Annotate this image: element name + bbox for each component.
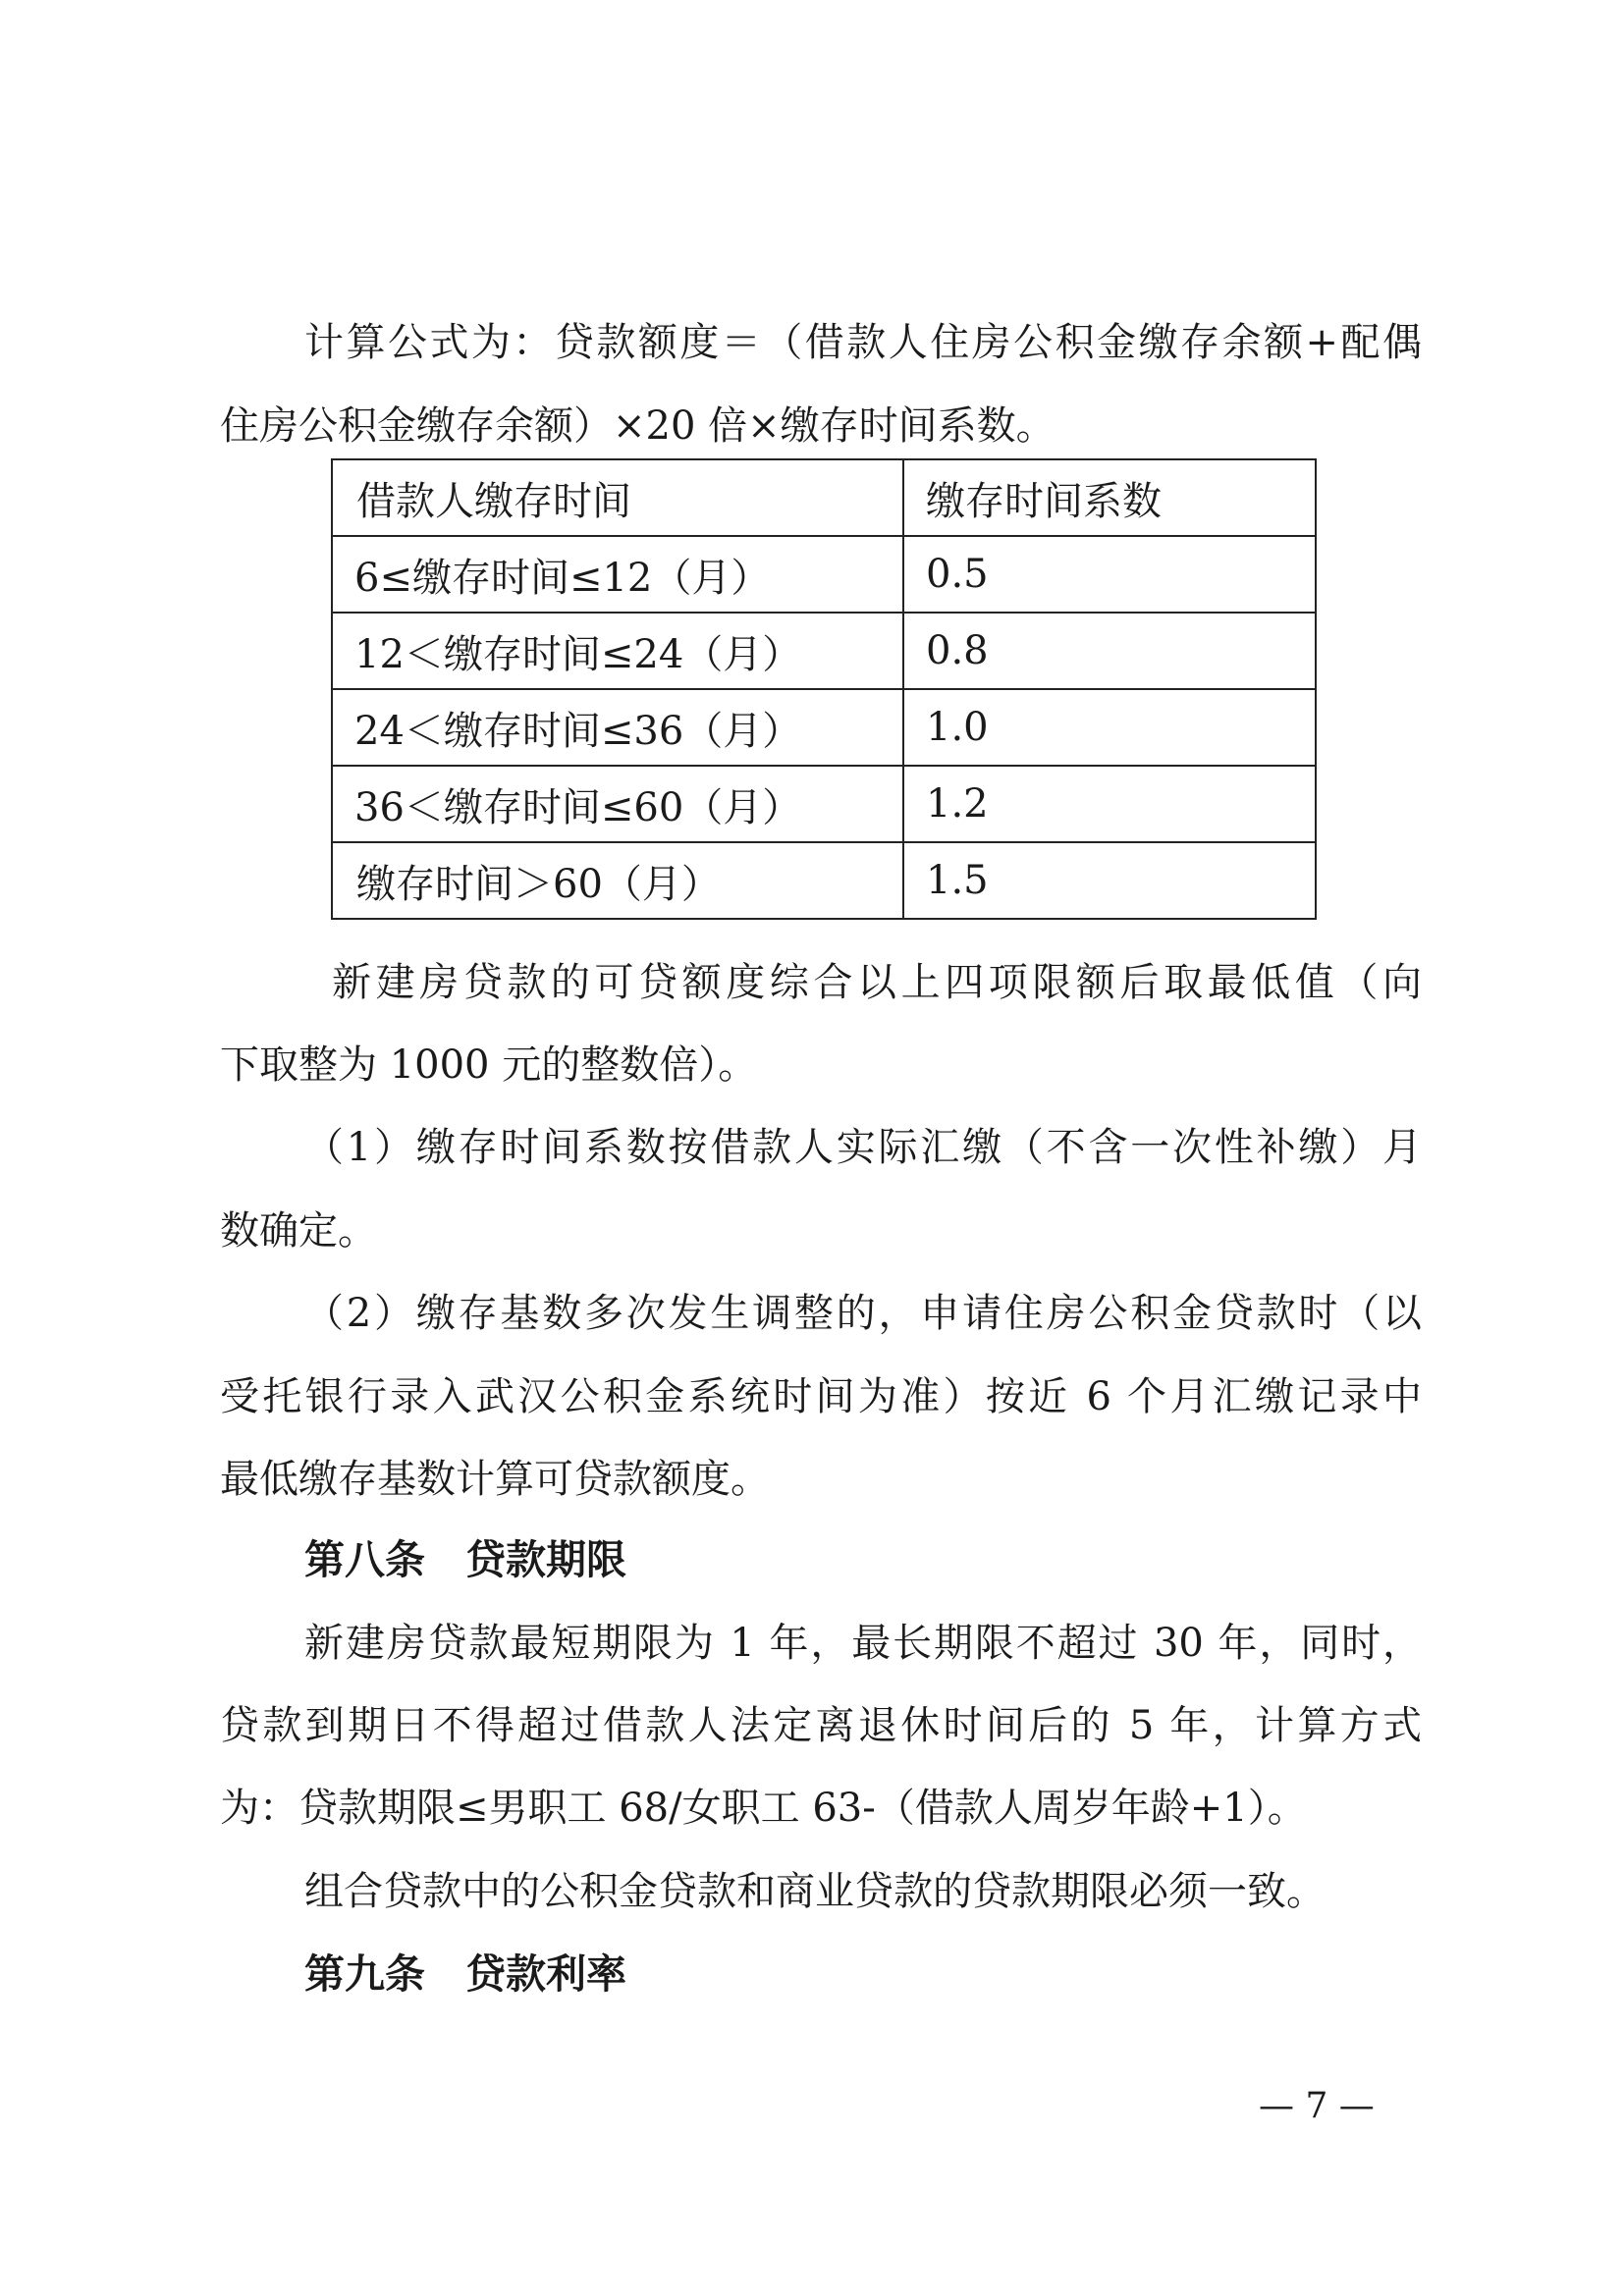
table-row [332,613,1316,689]
article-8-line-2: 贷款到期日不得超过借款人法定离退休时间后的 5 年，计算方式 [220,1703,1422,1748]
article-8-heading: 第八条 贷款期限 [304,1536,626,1583]
table-cell-time: 缴存时间＞60（月） [332,842,903,919]
page-number: — 7 — [1259,2086,1375,2126]
formula-paragraph-line-1: 计算公式为：贷款额度＝（借款人住房公积金缴存余额+配偶 [304,320,1422,365]
table-row [332,842,1316,919]
table-header-row [332,459,1316,536]
article-8-line-3: 为：贷款期限≤男职工 68/女职工 63-（借款人周岁年龄+1）。 [220,1786,1307,1831]
table-cell-coefficient: 1.0 [903,689,1316,766]
note-1-line-1: （1）缴存时间系数按借款人实际汇缴（不含一次性补缴）月 [304,1125,1422,1170]
table-cell-time: 24＜缴存时间≤36（月） [332,689,903,766]
table-cell-time: 36＜缴存时间≤60（月） [332,766,903,842]
table-row [332,536,1316,613]
table-header-cell: 缴存时间系数 [903,459,1316,536]
coefficient-table [331,458,1317,920]
table-cell-coefficient: 0.8 [903,613,1316,689]
table-row [332,766,1316,842]
table-cell-coefficient: 1.2 [903,766,1316,842]
combo-loan-paragraph: 组合贷款中的公积金贷款和商业贷款的贷款期限必须一致。 [304,1869,1326,1914]
formula-paragraph-line-2: 住房公积金缴存余额）×20 倍×缴存时间系数。 [220,403,1056,449]
table-cell-coefficient: 1.5 [903,842,1316,919]
article-8-line-1: 新建房贷款最短期限为 1 年，最长期限不超过 30 年，同时， [304,1621,1422,1666]
table-cell-time: 6≤缴存时间≤12（月） [332,536,903,613]
table-row [332,689,1316,766]
note-2-line-1: （2）缴存基数多次发生调整的，申请住房公积金贷款时（以 [304,1291,1422,1336]
table-header-cell: 借款人缴存时间 [332,459,903,536]
note-2-line-3: 最低缴存基数计算可贷款额度。 [220,1457,770,1502]
min-value-paragraph-line-2: 下取整为 1000 元的整数倍）。 [220,1042,758,1088]
article-9-heading: 第九条 贷款利率 [304,1950,626,1998]
min-value-paragraph-line-1: 新建房贷款的可贷额度综合以上四项限额后取最低值（向 [332,960,1422,1005]
table-cell-coefficient: 0.5 [903,536,1316,613]
table-cell-time: 12＜缴存时间≤24（月） [332,613,903,689]
note-2-line-2: 受托银行录入武汉公积金系统时间为准）按近 6 个月汇缴记录中 [220,1374,1422,1419]
note-1-line-2: 数确定。 [220,1208,377,1254]
